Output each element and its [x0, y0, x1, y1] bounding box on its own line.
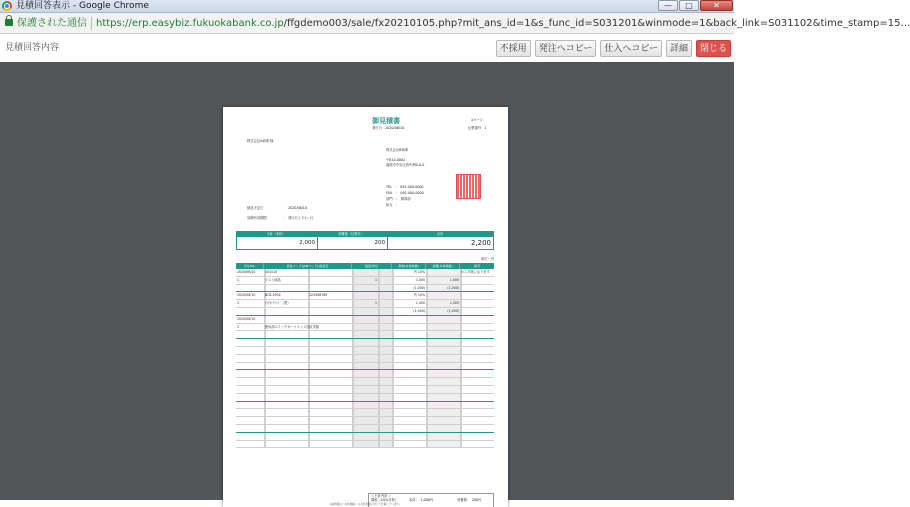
qty-cell-shade: [352, 331, 392, 338]
summary-table: [236, 231, 494, 250]
items-body: [236, 269, 494, 448]
column-divider: [264, 331, 266, 338]
tax-footnote: ※消費税は（本体価格）の合計金額に対して計算しています。: [329, 503, 402, 506]
table-row: [236, 339, 494, 347]
url-text[interactable]: [96, 17, 910, 30]
cell-c3: [352, 308, 378, 315]
column-divider: [392, 386, 394, 393]
column-divider: [378, 331, 380, 338]
column-divider: [264, 402, 266, 409]
column-divider: [392, 378, 394, 385]
column-divider: [460, 409, 462, 416]
table-row: [236, 308, 494, 316]
column-divider: [460, 386, 462, 393]
cell-c3: 1: [374, 277, 377, 282]
table-row: [236, 363, 494, 371]
column-divider: [378, 402, 380, 409]
cell-c6: [426, 324, 460, 331]
secure-label: 保護された通信: [17, 18, 87, 29]
url-path: /ffgdemo003/sale/fx20210105.php?mit_ans_id=1&s_func_id=S031201&winmode=1&back_link=S031102&time_stamp=15…: [283, 18, 910, 29]
cell-c0: [236, 285, 264, 292]
qty-cell-shade: [352, 386, 392, 393]
chrome-icon: [2, 1, 12, 11]
table-row: [236, 425, 494, 433]
table-row: [236, 441, 494, 449]
close-button[interactable]: 閉じる: [696, 40, 731, 57]
column-divider: [378, 269, 380, 276]
amount-cell-shade: [426, 402, 460, 409]
issue-date: 発行日：2020/06/10: [372, 126, 405, 130]
column-divider: [308, 378, 310, 385]
company-seal: [456, 174, 481, 199]
column-divider: [264, 347, 266, 354]
column-divider: [308, 417, 310, 424]
amount-cell-shade: [426, 339, 460, 346]
amount-cell-shade: [426, 378, 460, 385]
column-divider: [426, 425, 428, 432]
qty-cell-shade: [352, 370, 392, 377]
table-row: [236, 316, 494, 324]
document-title: 御見積書: [372, 117, 400, 125]
column-divider: [460, 378, 462, 385]
cell-c2: [308, 269, 352, 276]
column-divider: [308, 370, 310, 377]
cell-c1: [264, 308, 308, 315]
column-divider: [352, 409, 354, 416]
column-divider: [426, 355, 428, 362]
column-divider: [264, 386, 266, 393]
column-divider: [378, 378, 380, 385]
cell-c5: [392, 324, 426, 331]
column-divider: [426, 441, 428, 448]
detail-button[interactable]: 詳細: [666, 40, 692, 57]
supplier-postal: 〒810-0002: [386, 158, 406, 162]
page-title: 見積回答内容: [5, 43, 60, 53]
cell-c7: [460, 277, 494, 284]
cell-c5: 1,000: [415, 277, 425, 282]
lock-icon: [5, 19, 13, 26]
column-divider: [426, 378, 428, 385]
cell-c3: [352, 292, 378, 299]
column-divider: [392, 394, 394, 401]
cell-c7: [460, 292, 494, 299]
table-row: [236, 355, 494, 363]
column-divider: [392, 355, 394, 362]
column-divider: [352, 347, 354, 354]
cell-c2: 123456789: [309, 293, 328, 298]
app-header: [0, 35, 734, 62]
amount-cell-shade: [426, 409, 460, 416]
url-host: https://erp.easybiz.fukuokabank.co.jp: [96, 18, 284, 29]
cell-c2: [308, 308, 352, 315]
cell-c1: [264, 316, 308, 323]
cell-c6: 1,000: [449, 277, 459, 282]
supplier-tel: TEL ： 092-000-0000: [386, 185, 424, 189]
amount-cell-shade: [426, 355, 460, 362]
column-divider: [308, 433, 310, 440]
column-divider: [426, 331, 428, 338]
column-divider: [264, 378, 266, 385]
supplier-person: 担当 ：: [386, 203, 400, 207]
column-divider: [392, 402, 394, 409]
column-divider: [392, 331, 394, 338]
supplier-name: 株式会社B商事: [386, 148, 409, 152]
table-row: [236, 378, 494, 386]
amount-cell-shade: [426, 425, 460, 432]
quotation-sheet: [223, 107, 508, 507]
column-divider: [352, 402, 354, 409]
column-divider: [308, 394, 310, 401]
column-divider: [392, 339, 394, 346]
cell-c6: [426, 292, 460, 299]
cell-c5: 内 10%: [413, 293, 425, 298]
column-divider: [308, 331, 310, 338]
amount-cell-shade: [426, 370, 460, 377]
copy-to-order-button[interactable]: 発注へコピー: [535, 40, 597, 57]
column-divider: [378, 347, 380, 354]
column-divider: [460, 331, 462, 338]
column-divider: [352, 441, 354, 448]
column-divider: [378, 386, 380, 393]
cell-c2: [308, 316, 352, 323]
delivery-value: ： 2020/06/10: [283, 206, 307, 210]
cell-c7: [460, 308, 494, 315]
column-divider: [264, 339, 266, 346]
column-divider: [308, 347, 310, 354]
column-divider: [264, 417, 266, 424]
column-divider: [264, 370, 266, 377]
cell-c3: 1: [374, 301, 377, 306]
table-row: [236, 386, 494, 394]
column-divider: [378, 425, 380, 432]
column-divider: [352, 331, 354, 338]
column-divider: [264, 394, 266, 401]
table-row: [236, 300, 494, 308]
cell-c6: (1,000): [447, 308, 459, 313]
column-divider: [378, 394, 380, 401]
cell-c6: 1,000: [449, 301, 459, 306]
table-row: [236, 331, 494, 339]
column-divider: [426, 339, 428, 346]
column-divider: [352, 386, 354, 393]
summary-header-tax: 消費税（伝票計）: [338, 232, 364, 236]
cell-c2: [308, 285, 352, 292]
cell-c6: [426, 316, 460, 323]
cell-c5: (1,000): [413, 285, 425, 290]
column-divider: [460, 370, 462, 377]
amount-cell-shade: [426, 394, 460, 401]
column-divider: [308, 409, 310, 416]
summary-total: 2,200: [387, 237, 493, 249]
column-divider: [460, 394, 462, 401]
cell-c0: 1: [237, 277, 240, 282]
address-divider: [91, 17, 92, 30]
table-row: [236, 394, 494, 402]
column-divider: [392, 425, 394, 432]
column-divider: [378, 300, 380, 307]
supplier-dept: 部門 ： 精算部: [386, 197, 411, 201]
unit-note: 単位：円: [481, 257, 495, 261]
pdf-viewer[interactable]: [0, 62, 734, 506]
maximize-button[interactable]: □: [679, 0, 699, 11]
column-divider: [460, 339, 462, 346]
copy-to-purchase-button[interactable]: 仕入へコピー: [600, 40, 662, 57]
column-divider: [378, 417, 380, 424]
table-row: [236, 417, 494, 425]
supplier-fax: FAX ： 092-000-0000: [386, 191, 424, 195]
column-divider: [426, 394, 428, 401]
table-row: [236, 324, 494, 332]
items-header-date: 日付/No.: [236, 263, 264, 269]
column-divider: [460, 363, 462, 370]
cell-c7: [460, 316, 494, 323]
qty-cell-shade: [352, 363, 392, 370]
column-divider: [264, 441, 266, 448]
cell-c3: [352, 285, 378, 292]
table-row: [236, 277, 494, 285]
cell-c2: [308, 300, 352, 307]
qty-cell-shade: [352, 402, 392, 409]
column-divider: [426, 386, 428, 393]
column-divider: [378, 433, 380, 440]
cell-c1: BC8-1902: [265, 293, 281, 298]
column-divider: [352, 433, 354, 440]
cell-c7: わら半紙になります: [461, 270, 490, 274]
reject-button[interactable]: 不採用: [496, 40, 531, 57]
table-row: [236, 370, 494, 378]
column-divider: [308, 386, 310, 393]
column-divider: [352, 355, 354, 362]
column-divider: [378, 363, 380, 370]
qty-cell-shade: [352, 378, 392, 385]
column-divider: [264, 363, 266, 370]
cell-c1: [264, 285, 308, 292]
column-divider: [264, 355, 266, 362]
column-divider: [308, 339, 310, 346]
cell-c3: [352, 324, 378, 331]
cell-c0: 1: [237, 301, 240, 306]
column-divider: [426, 417, 428, 424]
summary-subtotal: 2,000: [299, 240, 315, 246]
column-divider: [392, 363, 394, 370]
table-row: [236, 402, 494, 410]
table-row: [236, 409, 494, 417]
column-divider: [460, 355, 462, 362]
amount-cell-shade: [426, 441, 460, 448]
breakdown-rate: 課税（10%対象）: [371, 498, 399, 502]
column-divider: [392, 417, 394, 424]
amount-cell-shade: [426, 433, 460, 440]
validity-label: 見積有効期限: [247, 216, 267, 220]
column-divider: [426, 402, 428, 409]
amount-cell-shade: [426, 347, 460, 354]
cell-c6: [426, 269, 460, 276]
close-window-button[interactable]: ✕: [700, 0, 733, 11]
amount-cell-shade: [426, 331, 460, 338]
supplier-address: 福岡市中央区西中洲0-0-0: [386, 163, 425, 167]
cell-c7: [460, 324, 494, 331]
column-divider: [392, 433, 394, 440]
cell-c1: 使用済みインクカートリッジ回収実施: [265, 324, 319, 329]
summary-tax: 200: [317, 237, 387, 249]
qty-cell-shade: [352, 339, 392, 346]
qty-cell-shade: [352, 417, 392, 424]
cell-c2: [308, 324, 352, 331]
column-divider: [460, 441, 462, 448]
cell-c6: (1,000): [447, 285, 459, 290]
table-row: [236, 285, 494, 293]
column-divider: [352, 363, 354, 370]
column-divider: [378, 277, 380, 284]
cell-c1: 101010: [265, 270, 278, 274]
cell-c7: [460, 285, 494, 292]
cell-c3: [352, 316, 378, 323]
table-row: [236, 433, 494, 441]
table-row: [236, 269, 494, 277]
cell-c7: [460, 300, 494, 307]
cell-c5: (1,000): [413, 308, 425, 313]
amount-cell-shade: [426, 386, 460, 393]
column-divider: [392, 441, 394, 448]
qty-cell-shade: [352, 355, 392, 362]
column-divider: [460, 425, 462, 432]
qty-cell-shade: [352, 425, 392, 432]
amount-cell-shade: [426, 363, 460, 370]
column-divider: [426, 347, 428, 354]
qty-cell-shade: [352, 441, 392, 448]
cell-c1: テスト商品: [265, 277, 281, 282]
column-divider: [264, 425, 266, 432]
cell-c5: [392, 316, 426, 323]
minimize-button[interactable]: —: [658, 0, 678, 11]
validity-value: ： 発行日より1ヶ月: [283, 216, 314, 220]
qty-cell-shade: [352, 394, 392, 401]
column-divider: [308, 363, 310, 370]
column-divider: [460, 347, 462, 354]
window-title: 見積回答表示 - Google Chrome: [16, 1, 149, 11]
column-divider: [378, 409, 380, 416]
cell-c0: 2020/06/10: [237, 293, 256, 298]
qty-cell-shade: [352, 433, 392, 440]
customer-name: 株式会社A商事 様: [247, 139, 274, 143]
cell-c0: [236, 308, 264, 315]
cell-c0: 1: [237, 324, 240, 329]
summary-values: [236, 237, 494, 250]
column-divider: [308, 402, 310, 409]
breakdown-body: 本体： 2,000円: [409, 498, 434, 502]
column-divider: [426, 370, 428, 377]
cell-c5: 内 10%: [413, 270, 425, 274]
items-table: [236, 263, 494, 448]
delivery-label: 納品予定日: [247, 206, 264, 210]
items-header-unit-price: 単価(本体価格): [392, 263, 426, 269]
column-divider: [378, 308, 380, 315]
column-divider: [426, 433, 428, 440]
column-divider: [352, 425, 354, 432]
address-bar[interactable]: [0, 13, 910, 34]
column-divider: [392, 409, 394, 416]
slip-number: 伝票番号：1: [468, 126, 487, 130]
amount-cell-shade: [426, 417, 460, 424]
table-row: [236, 292, 494, 300]
column-divider: [460, 417, 462, 424]
column-divider: [264, 433, 266, 440]
column-divider: [378, 292, 380, 299]
items-header-qty: 数量/単位: [352, 263, 392, 269]
column-divider: [378, 441, 380, 448]
column-divider: [378, 316, 380, 323]
column-divider: [308, 425, 310, 432]
column-divider: [426, 363, 428, 370]
column-divider: [352, 378, 354, 385]
column-divider: [378, 339, 380, 346]
column-divider: [392, 370, 394, 377]
breakdown-title: ＜小計内訳＞: [371, 494, 391, 498]
items-header-amount: 金額(本体価格): [426, 263, 460, 269]
cell-c0: 2020/06/10: [237, 270, 256, 274]
column-divider: [352, 394, 354, 401]
window-titlebar: [0, 0, 734, 13]
column-divider: [264, 409, 266, 416]
items-header-product: 商品コード(JANコード)/商品名: [264, 263, 352, 269]
cell-c0: 2020/06/10: [237, 316, 256, 321]
column-divider: [378, 370, 380, 377]
cell-c2: [308, 277, 352, 284]
column-divider: [352, 339, 354, 346]
column-divider: [308, 355, 310, 362]
items-header-remarks: 備考: [473, 264, 480, 268]
cell-c3: [352, 269, 378, 276]
summary-header-total: 合計: [436, 232, 444, 236]
column-divider: [378, 324, 380, 331]
summary-header-subtotal: 小計（本体）: [266, 232, 286, 236]
toolbar: [496, 40, 731, 57]
column-divider: [378, 285, 380, 292]
table-row: [236, 347, 494, 355]
qty-cell-shade: [352, 347, 392, 354]
column-divider: [460, 433, 462, 440]
column-divider: [426, 409, 428, 416]
column-divider: [378, 355, 380, 362]
page-label: 1ページ: [471, 118, 483, 122]
window-controls: [658, 0, 733, 11]
column-divider: [352, 370, 354, 377]
column-divider: [352, 417, 354, 424]
breakdown-tax: 消費税： 200円: [457, 498, 482, 502]
cell-c1: ｲﾝｸｶｰﾄﾘｯｼﾞ（黒）: [265, 301, 291, 306]
column-divider: [392, 347, 394, 354]
column-divider: [308, 441, 310, 448]
qty-cell-shade: [352, 409, 392, 416]
column-divider: [460, 402, 462, 409]
cell-c5: 1,000: [415, 301, 425, 306]
